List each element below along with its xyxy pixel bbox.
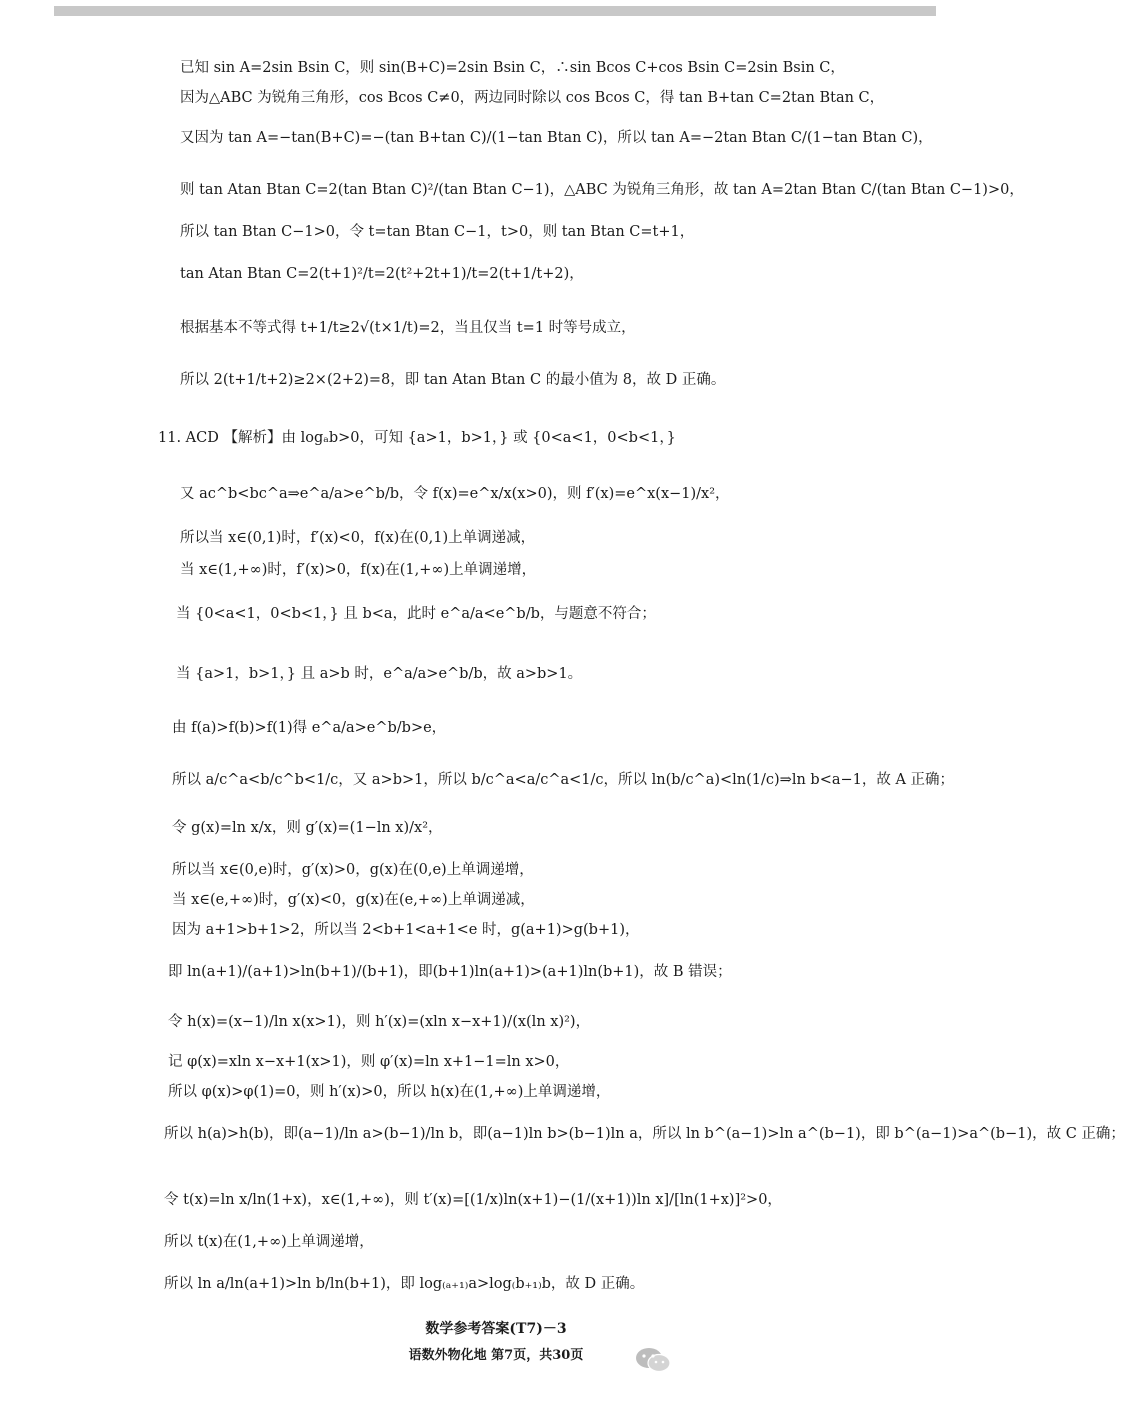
text-line: 所以 φ(x)>φ(1)=0，则 h′(x)>0，所以 h(x)在(1,+∞)上单调递增， xyxy=(168,1084,611,1100)
text-line: 根据基本不等式得 t+1/t≥2√(t×1/t)=2，当且仅当 t=1 时等号成立， xyxy=(180,320,636,336)
text-line: 令 h(x)=(x−1)/ln x(x>1)，则 h′(x)=(xln x−x+1)/(x(ln x)²)， xyxy=(168,1014,591,1030)
text-line: 令 g(x)=ln x/x，则 g′(x)=(1−ln x)/x²， xyxy=(172,820,443,836)
text-line: 因为 a+1>b+1>2，所以当 2<b+1<a+1<e 时，g(a+1)>g(b+1)， xyxy=(172,922,640,938)
text-line: 所以 t(x)在(1,+∞)上单调递增， xyxy=(164,1234,374,1250)
text-line: 因为△ABC 为锐角三角形，cos Bcos C≠0，两边同时除以 cos Bcos C，得 tan B+tan C=2tan Btan C， xyxy=(180,90,885,106)
text-line: 所以 2(t+1/t+2)≥2×(2+2)=8，即 tan Atan Btan C 的最小值为 8，故 D 正确。 xyxy=(180,372,726,388)
text-line: 所以 tan Btan C−1>0，令 t=tan Btan C−1，t>0，则 tan Btan C=t+1， xyxy=(180,224,695,240)
text-line: 当 {a>1，b>1，} 且 a>b 时，e^a/a>e^b/b，故 a>b>1。 xyxy=(176,666,583,682)
text-line: 令 t(x)=ln x/ln(1+x)，x∈(1,+∞)，则 t′(x)=[(1/x)ln(x+1)−(1/(x+1))ln x]/[ln(1+x)]²>0， xyxy=(164,1192,782,1208)
text-line: 所以当 x∈(0,e)时，g′(x)>0，g(x)在(0,e)上单调递增， xyxy=(172,862,534,878)
top-border-bar xyxy=(54,6,936,16)
text-line: tan Atan Btan C=2(t+1)²/t=2(t²+2t+1)/t=2(t+1/t+2)， xyxy=(180,266,584,282)
text-line: 所以 h(a)>h(b)，即(a−1)/ln a>(b−1)/ln b，即(a−1)ln b>(b−1)ln a，所以 ln b^(a−1)>ln a^(b−1)，即 b^(a−1)>a^(b−1)，故 C 正确； xyxy=(164,1126,1125,1142)
text-line: 则 tan Atan Btan C=2(tan Btan C)²/(tan Btan C−1)，△ABC 为锐角三角形，故 tan A=2tan Btan C/(tan Btan C−1)>0， xyxy=(180,182,1024,198)
text-line: 所以 a/c^a<b/c^b<1/c，又 a>b>1，所以 b/c^a<a/c^a<1/c，所以 ln(b/c^a)<ln(1/c)⇒ln b<a−1，故 A 正确； xyxy=(172,772,955,788)
text-line: 当 x∈(1,+∞)时，f′(x)>0，f(x)在(1,+∞)上单调递增， xyxy=(180,562,537,578)
text-line: 即 ln(a+1)/(a+1)>ln(b+1)/(b+1)，即(b+1)ln(a+1)>(a+1)ln(b+1)，故 B 错误； xyxy=(168,964,732,980)
source-label: 语数外物化地 第7页，共30页 xyxy=(408,1348,584,1363)
wechat-logo-icon xyxy=(634,1345,672,1375)
text-line: 由 f(a)>f(b)>f(1)得 e^a/a>e^b/b>e， xyxy=(172,720,447,736)
text-line: 记 φ(x)=xln x−x+1(x>1)，则 φ′(x)=ln x+1−1=ln x>0， xyxy=(168,1054,570,1070)
text-line: 当 x∈(e,+∞)时，g′(x)<0，g(x)在(e,+∞)上单调递减， xyxy=(172,892,535,908)
text-line: 所以 ln a/ln(a+1)>ln b/ln(b+1)，即 log₍ₐ₊₁₎a>log₍b₊₁₎b，故 D 正确。 xyxy=(164,1276,645,1292)
page-label: 数学参考答案(T7)－3 xyxy=(425,1321,567,1337)
text-line: 又因为 tan A=−tan(B+C)=−(tan B+tan C)/(1−tan Btan C)，所以 tan A=−2tan Btan C/(1−tan Btan C)， xyxy=(180,130,933,146)
text-line: 又 ac^b<bc^a⇒e^a/a>e^b/b，令 f(x)=e^x/x(x>0)，则 f′(x)=e^x(x−1)/x²， xyxy=(180,486,730,502)
text-line: 所以当 x∈(0,1)时，f′(x)<0，f(x)在(0,1)上单调递减， xyxy=(180,530,536,546)
text-line: 当 {0<a<1，0<b<1，} 且 b<a，此时 e^a/a<e^b/b，与题意不符合； xyxy=(176,606,656,622)
text-line: 11. ACD 【解析】由 logₐb>0，可知 {a>1，b>1，} 或 {0<a<1，0<b<1，} xyxy=(158,430,676,446)
text-line: 已知 sin A=2sin Bsin C，则 sin(B+C)=2sin Bsin C，∴sin Bcos C+cos Bsin C=2sin Bsin C， xyxy=(180,60,845,76)
